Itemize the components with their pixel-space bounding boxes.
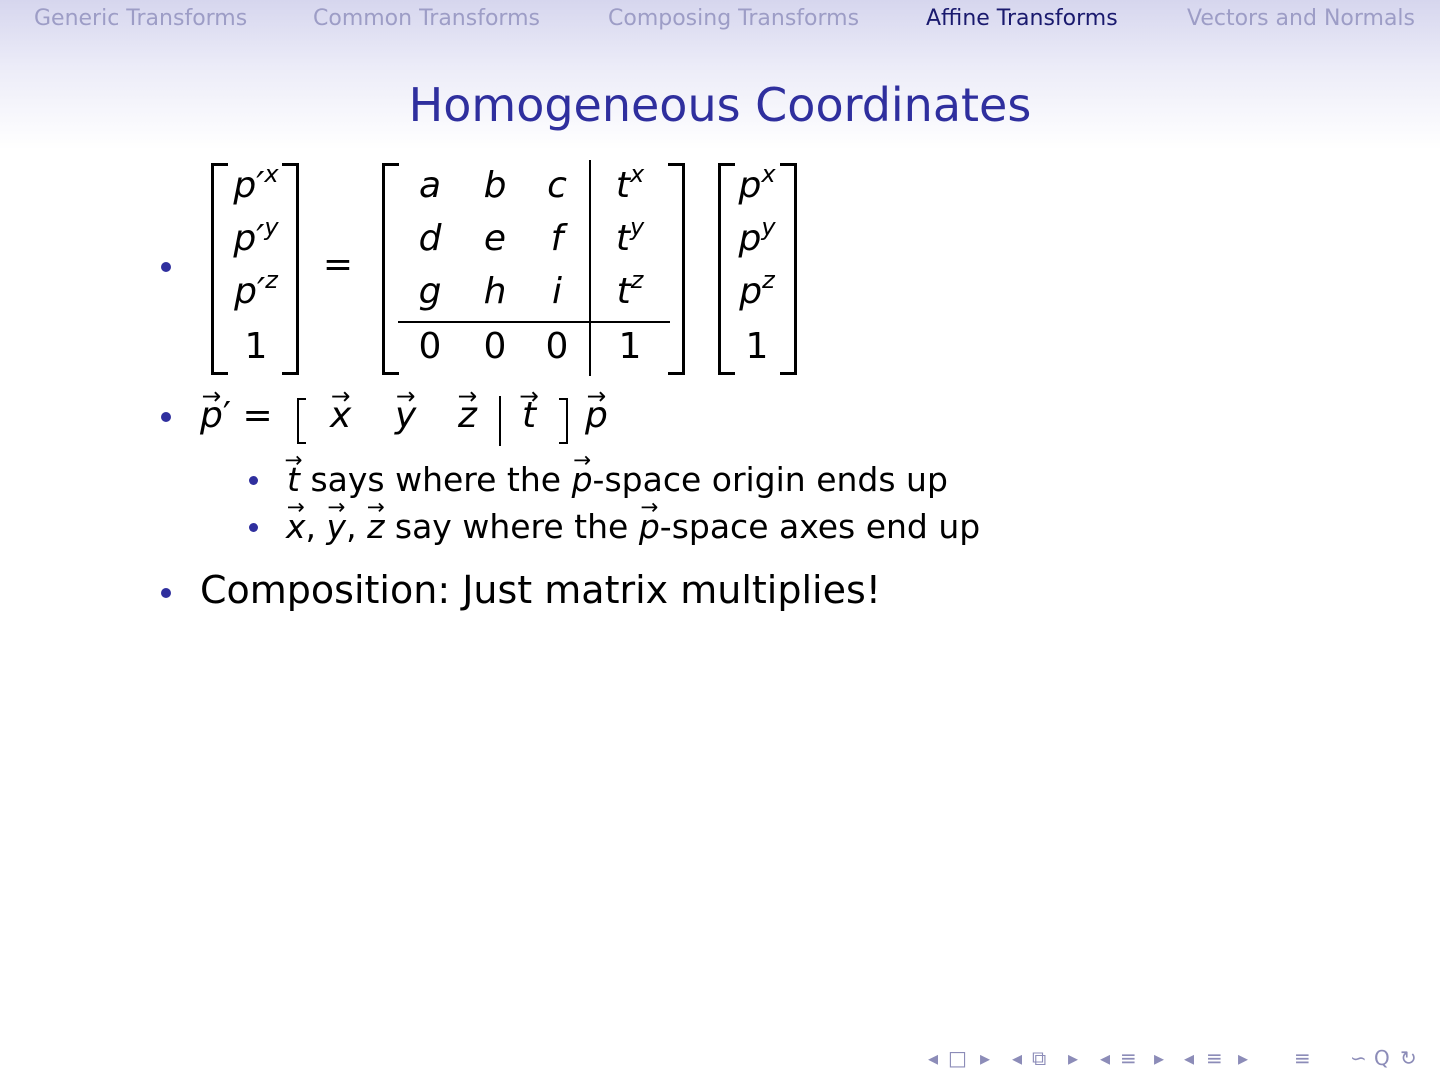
lhs-entry: $p'^x$ bbox=[233, 160, 279, 206]
sub-bullet-marker bbox=[249, 476, 258, 485]
matrix-cell: 1 bbox=[618, 326, 642, 367]
nav-section-generic-transforms[interactable]: Generic Transforms bbox=[34, 6, 248, 31]
matrix-cell: f bbox=[550, 218, 564, 259]
matrix-cell: c bbox=[547, 165, 567, 206]
matrix-cell: g bbox=[418, 271, 442, 312]
vector-p: → p bbox=[585, 395, 608, 436]
matrix-cell: $t^x$ bbox=[615, 160, 645, 206]
column-x: → x bbox=[330, 395, 351, 436]
matrix-cell: d bbox=[418, 218, 442, 259]
toc-icon[interactable]: ≡ bbox=[1294, 1046, 1311, 1070]
lhs-entry: $p'^z$ bbox=[234, 266, 278, 312]
rhs-entry: 1 bbox=[745, 326, 769, 367]
nav-section-vectors-and-normals[interactable]: Vectors and Normals bbox=[1187, 6, 1416, 31]
lhs-right-bracket bbox=[282, 163, 299, 375]
row-matrix-left-bracket-top bbox=[297, 398, 306, 400]
row-matrix-right-bracket-top bbox=[559, 398, 568, 400]
presentation-next-icon[interactable]: ▸ bbox=[1238, 1046, 1249, 1070]
column-t: → t bbox=[522, 395, 536, 436]
matrix-cell: e bbox=[483, 218, 507, 259]
lhs-left-bracket bbox=[211, 163, 228, 375]
sub-bullet-marker bbox=[249, 523, 258, 532]
rhs-entry: $p^z$ bbox=[739, 266, 775, 312]
search-back-icon[interactable]: ∽ bbox=[1350, 1046, 1367, 1070]
nav-section-affine-transforms[interactable]: Affine Transforms bbox=[926, 6, 1118, 31]
column-y: → y bbox=[395, 395, 416, 436]
bullet-marker bbox=[161, 588, 171, 598]
lhs-entry: $p'^y$ bbox=[233, 213, 279, 259]
matrix-cell: a bbox=[418, 165, 442, 206]
sub-bullet-translation: → t says where the → p-space origin ends up bbox=[287, 460, 948, 499]
equals-sign: = bbox=[322, 244, 354, 285]
vector-equation: → p′ = bbox=[200, 395, 273, 436]
matrix-vertical-divider bbox=[589, 160, 591, 376]
section-prev-icon[interactable]: ◂ bbox=[1100, 1046, 1111, 1070]
bullet-marker bbox=[161, 412, 171, 422]
matrix-horizontal-divider bbox=[398, 321, 670, 323]
subsection-icon[interactable]: ⧉ bbox=[1032, 1046, 1047, 1070]
row-matrix-right-bracket-bottom bbox=[559, 442, 568, 444]
row-matrix-left-bracket-bottom bbox=[297, 442, 306, 444]
matrix-cell: $t^z$ bbox=[616, 266, 644, 312]
section-icon[interactable]: ≡ bbox=[1120, 1046, 1137, 1070]
frame-icon[interactable]: □ bbox=[948, 1046, 967, 1070]
row-matrix-right-bracket bbox=[566, 398, 568, 444]
matrix-cell: h bbox=[483, 271, 507, 312]
subsection-prev-icon[interactable]: ◂ bbox=[1012, 1046, 1023, 1070]
matrix-cell: b bbox=[483, 165, 507, 206]
section-navbar bbox=[0, 0, 1440, 40]
row-matrix-left-bracket bbox=[297, 398, 299, 444]
matrix-cell: 0 bbox=[545, 326, 569, 367]
zoom-icon[interactable]: Q bbox=[1374, 1046, 1390, 1070]
nav-section-common-transforms[interactable]: Common Transforms bbox=[313, 6, 540, 31]
search-forward-icon[interactable]: ↻ bbox=[1400, 1046, 1417, 1070]
rhs-entry: $p^y$ bbox=[738, 213, 776, 259]
frame-next-icon[interactable]: ▸ bbox=[980, 1046, 991, 1070]
subsection-next-icon[interactable]: ▸ bbox=[1068, 1046, 1079, 1070]
lhs-entry: 1 bbox=[244, 326, 268, 367]
sub-bullet-axes: → x, → y, → z say where the → p-space axes end up bbox=[286, 507, 980, 546]
rhs-right-bracket bbox=[780, 163, 797, 375]
matrix-cell: i bbox=[551, 271, 562, 312]
slide-title: Homogeneous Coordinates bbox=[408, 78, 1032, 132]
matrix-right-bracket bbox=[668, 163, 685, 375]
nav-section-composing-transforms[interactable]: Composing Transforms bbox=[608, 6, 860, 31]
matrix-left-bracket bbox=[382, 163, 399, 375]
presentation-icon[interactable]: ≡ bbox=[1206, 1046, 1223, 1070]
section-next-icon[interactable]: ▸ bbox=[1154, 1046, 1165, 1070]
presentation-prev-icon[interactable]: ◂ bbox=[1184, 1046, 1195, 1070]
matrix-cell: 0 bbox=[483, 326, 507, 367]
row-matrix-divider bbox=[499, 396, 501, 446]
bullet-marker bbox=[161, 262, 171, 272]
column-z: → z bbox=[458, 395, 477, 436]
composition-text: Composition: Just matrix multiplies! bbox=[200, 568, 881, 612]
rhs-entry: $p^x$ bbox=[738, 160, 776, 206]
matrix-cell: $t^y$ bbox=[615, 213, 645, 259]
matrix-cell: 0 bbox=[418, 326, 442, 367]
frame-prev-icon[interactable]: ◂ bbox=[928, 1046, 939, 1070]
